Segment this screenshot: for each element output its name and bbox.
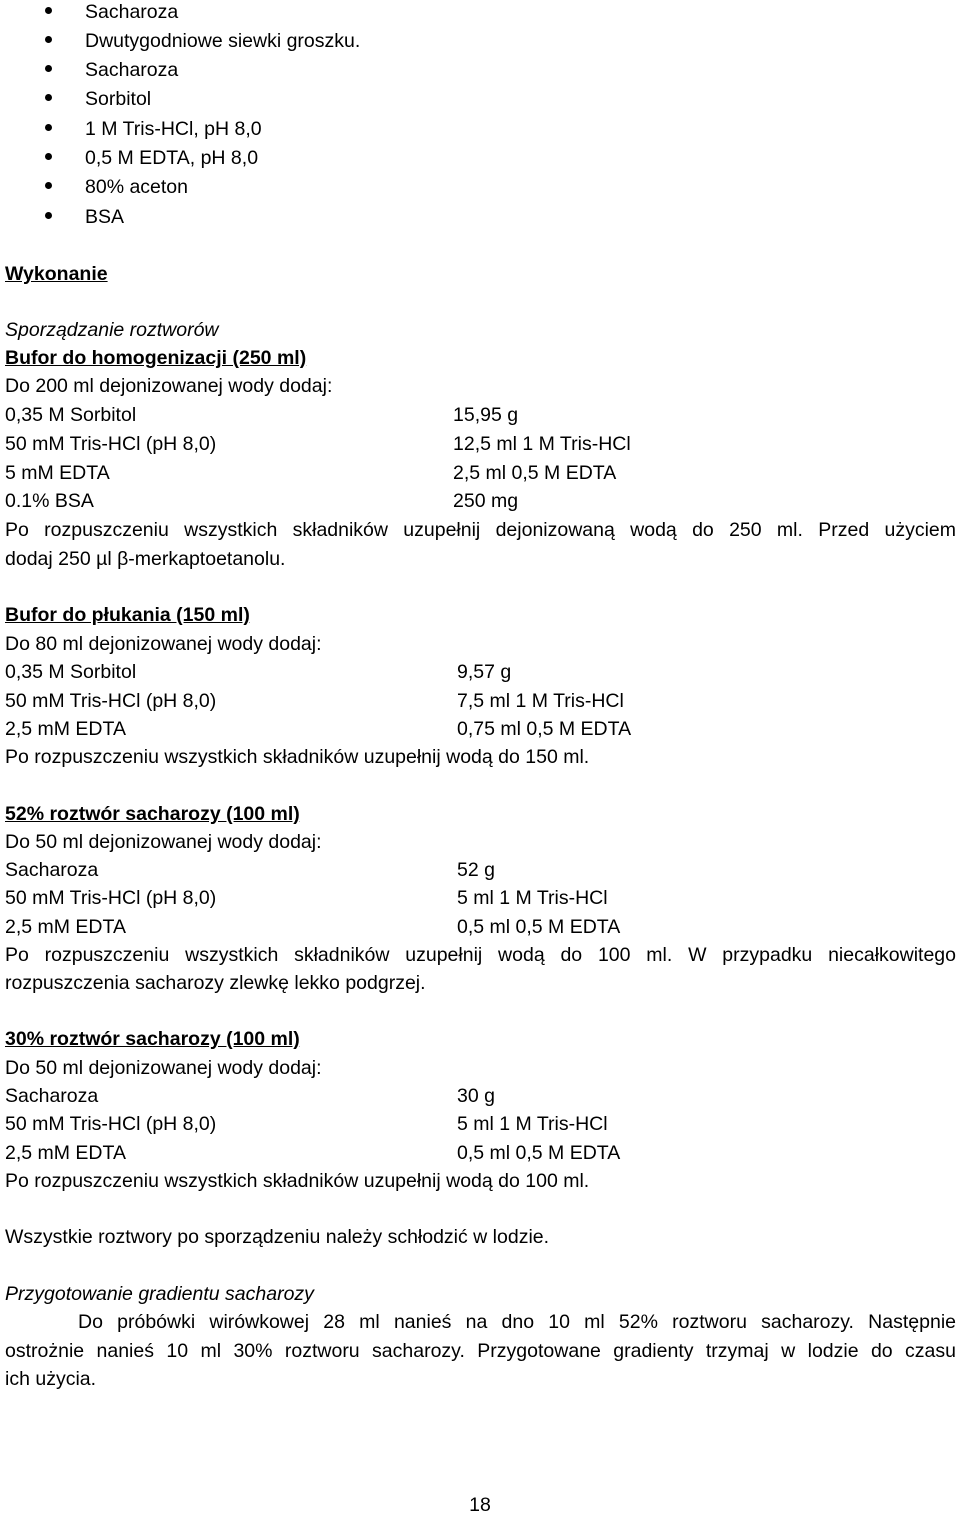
solution-intro: Do 50 ml dejonizowanej wody dodaj: [5, 831, 322, 853]
bullet-icon [45, 36, 52, 43]
component: 0.1% BSA [5, 490, 94, 512]
recipe-row [5, 658, 956, 686]
amount: 30 g [457, 1085, 495, 1107]
buffer-note-cont: dodaj 250 µl β-merkaptoetanolu. [5, 548, 286, 570]
solution-note: Po rozpuszczeniu wszystkich składników uzupełnij wodą do 100 ml. W przypadku niecałkowitego [5, 944, 956, 966]
amount: 12,5 ml 1 M Tris-HCl [453, 433, 631, 455]
bullet-icon [45, 212, 52, 219]
recipe-row [5, 913, 956, 941]
gradient-heading: Przygotowanie gradientu sacharozy [5, 1283, 314, 1305]
component: 2,5 mM EDTA [5, 718, 126, 740]
recipe-row [5, 487, 956, 515]
component: Sacharoza [5, 1085, 99, 1107]
recipe-row [5, 459, 956, 487]
buffer-title: Bufor do homogenizacji (250 ml) [5, 347, 307, 369]
component: Sacharoza [5, 859, 99, 881]
amount: 7,5 ml 1 M Tris-HCl [457, 690, 624, 712]
cooling-note: Wszystkie roztwory po sporządzeniu należy schłodzić w lodzie. [5, 1226, 550, 1248]
amount: 0,5 ml 0,5 M EDTA [457, 1142, 621, 1164]
solution-title: 30% roztwór sacharozy (100 ml) [5, 1028, 300, 1050]
component: 5 mM EDTA [5, 462, 110, 484]
amount: 52 g [457, 859, 495, 881]
recipe-row [5, 687, 956, 715]
amount: 5 ml 1 M Tris-HCl [457, 887, 608, 909]
buffer-intro: Do 200 ml dejonizowanej wody dodaj: [5, 375, 333, 397]
recipe-row [5, 884, 956, 912]
amount: 5 ml 1 M Tris-HCl [457, 1113, 608, 1135]
page-number: 18 [469, 1494, 491, 1516]
component: 0,35 M Sorbitol [5, 404, 137, 426]
amount: 15,95 g [453, 404, 519, 426]
buffer-note: Po rozpuszczeniu wszystkich składników uzupełnij wodą do 150 ml. [5, 746, 590, 768]
solutions-subheading: Sporządzanie roztworów [5, 319, 219, 341]
solution-note: Po rozpuszczeniu wszystkich składników uzupełnij wodą do 100 ml. [5, 1170, 590, 1192]
bullet-icon [45, 7, 52, 14]
recipe-row [5, 1082, 956, 1110]
recipe-row [5, 1110, 956, 1138]
buffer-note: Po rozpuszczeniu wszystkich składników uzupełnij dejonizowaną wodą do 250 ml. Przed użyciem [5, 519, 956, 541]
bullet-icon [45, 182, 52, 189]
component: 50 mM Tris-HCl (pH 8,0) [5, 1113, 217, 1135]
amount: 250 mg [453, 490, 519, 512]
component: 50 mM Tris-HCl (pH 8,0) [5, 433, 217, 455]
solution-intro: Do 50 ml dejonizowanej wody dodaj: [5, 1057, 322, 1079]
component: 2,5 mM EDTA [5, 1142, 126, 1164]
amount: 0,75 ml 0,5 M EDTA [457, 718, 632, 740]
component: 2,5 mM EDTA [5, 916, 126, 938]
buffer-title: Bufor do płukania (150 ml) [5, 604, 250, 626]
recipe-row [5, 856, 956, 884]
recipe-row [5, 401, 956, 429]
section-heading: Wykonanie [5, 263, 108, 285]
amount: 2,5 ml 0,5 M EDTA [453, 462, 617, 484]
component: 50 mM Tris-HCl (pH 8,0) [5, 690, 217, 712]
bullet-icon [45, 94, 52, 101]
recipe-row [5, 430, 956, 458]
bullet-icon [45, 124, 52, 131]
gradient-text: Do próbówki wirówkowej 28 ml nanieś na dno 10 ml 52% roztworu sacharozy. Następnie [78, 1311, 956, 1333]
buffer-intro: Do 80 ml dejonizowanej wody dodaj: [5, 633, 322, 655]
gradient-text-end: ich użycia. [5, 1368, 97, 1390]
solution-title: 52% roztwór sacharozy (100 ml) [5, 803, 300, 825]
bullet-icon [45, 65, 52, 72]
amount: 0,5 ml 0,5 M EDTA [457, 916, 621, 938]
solution-note-cont: rozpuszczenia sacharozy zlewkę lekko podgrzej. [5, 972, 426, 994]
recipe-row [5, 1139, 956, 1167]
gradient-text-cont: ostrożnie nanieś 10 ml 30% roztworu sacharozy. Przygotowane gradienty trzymaj w lodzie do czasu [5, 1340, 956, 1362]
component: 0,35 M Sorbitol [5, 661, 137, 683]
bullet-icon [45, 153, 52, 160]
component: 50 mM Tris-HCl (pH 8,0) [5, 887, 217, 909]
amount: 9,57 g [457, 661, 512, 683]
recipe-row [5, 715, 956, 743]
